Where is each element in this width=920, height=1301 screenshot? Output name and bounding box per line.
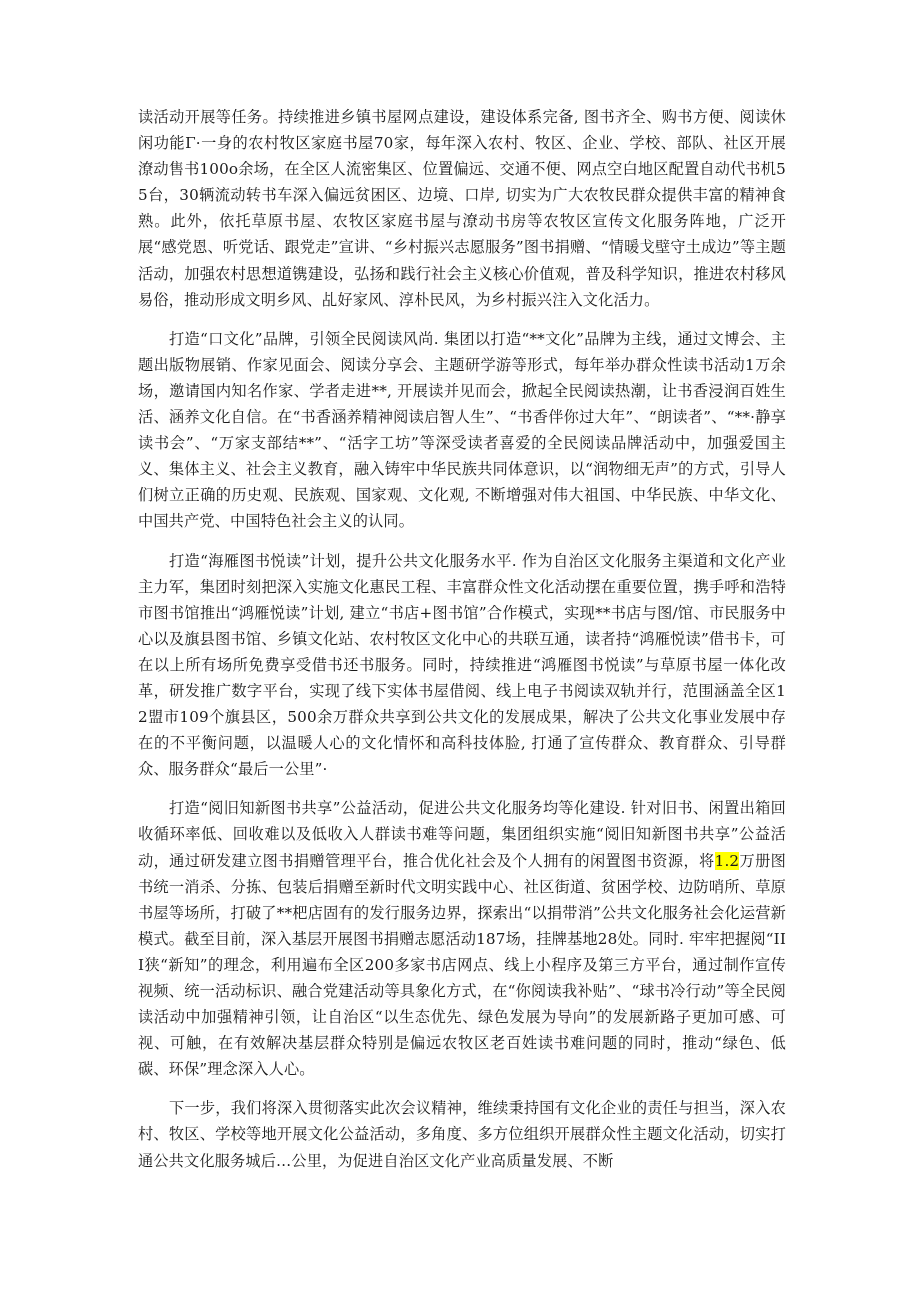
paragraph-hongyan-reading: 打造“海雁图书悦读”计划，提升公共文化服务水平. 作为自治区文化服务主渠道和文化产业主力军，集团时刻把深入实施文化惠民工程、丰富群众性文化活动摆在重要位置，携手呼和浩特市图书馆推出“鸿雁悦读”计划, 建立“书店+图书馆”合作模式，实现**书店与图/馆、市民服务中心以及旗县图书馆、乡镇文化站、农村牧区文化中心的共联互通，读者持“鸿雁悦读”借书卡，可在以上所有场所免费享受借书还书服务。同时，持续推进“鸿雁图书悦读”与草原书屋一体化改革，研发推广数字平台，实现了线下实体书屋借阅、线上电子书阅读双轨并行，范围涵盖全区12盟市109个旗县区，500余万群众共享到公共文化的发展成果，解决了公共文化事业发展中存在的不平衡问题，以温暖人心的文化情怀和高科技体脸, 打通了宣传群众、教育群众、引导群众、服务群众“最后一公里”· <box>138 551 786 779</box>
book-sharing-text-end: 万册图书统一消杀、分拣、包装后捐赠至新时代文明实践中心、社区街道、贫困学校、边防哨所、草原书屋等场所，打破了**杷店固有的发行服务边界，探索出“以捐带消”公共文化服务社会化运营新模式。截至目前，深入基层开展图书捐赠志愿活动187场，挂牌基地28处。同时. 牢牢把握阅“III狭“新知”的理念，利用遍布全区200多家书店网点、线上小程序及第三方平台，通过制作宣传视频、统一活动标识、融合党建活动等具象化方式，在“你阅读我补贴”、“球书冷行动”等全民阅读活动中加强精神引领，让自治区“以生态优先、绿色发展为导向”的发展新路子更加可感、可视、可触，在有效解决基层群众特别是偏远农牧区老百姓读书难问题的同时，推动“绿色、低碳、环保”理念深入人心。 <box>138 851 786 1079</box>
highlighted-number: 1.2 <box>714 851 740 870</box>
paragraph-rural-bookstores: 读活动开展等任务。持续推进乡镇书屋网点建设，建设体系完备, 图书齐全、购书方便、阅读休闲功能Γ·一身的农村牧区家庭书屋70家，每年深入农村、牧区、企业、学校、部队、社区开展潦动售书100o余场，在全区人流密集区、位置偏远、交通不便、网点空白地区配置自动代书机55台，30辆流动转书车深入偏远贫困区、边境、口岸, 切实为广大农牧民群众提供丰富的精神食熟。此外，依托草原书屋、农牧区家庭书屋与潦动书房等农牧区宣传文化服务阵地，广泛开展“感党恩、听党话、跟党走”宣讲、“乡村振兴志愿服务”图书捐赠、“情暖戈壁守土成边”等主题活动，加强农村思想道镌建设，弘扬和践行社会主义核心价值观，普及科学知识，推进农村移风易俗，推动形成文明乡风、乩好家风、淳朴民风，为乡村振兴注入文化活力。 <box>138 108 786 309</box>
paragraph-next-steps: 下一步，我们将深入贯彻落实此次会议精神，维续秉持国有文化企业的责任与担当，深入农村、牧区、学校等地开展文化公益活动，多角度、多方位组织开展群众性主题文化活动，切实打通公共文化服务城后…公里，为促进自治区文化产业高质量发展、不断 <box>138 1099 786 1170</box>
book-sharing-text-start: 打造“阅旧知新图书共享”公益活动，促进公共文化服务均等化建设. 针对旧书、闲置出箱回收循环率低、回收难以及低收入人群读书难等问题，集团组织实施“阅旧知新图书共享”公益活动，通过研发建立图书捐赠管理平台，推合优化社会及个人拥有的闲置图书资源，将 <box>138 799 786 870</box>
paragraph-book-sharing <box>138 795 786 1082</box>
document-body <box>138 104 786 1174</box>
paragraph-culture-brand: 打造“口文化”品牌，引领全民阅读风尚. 集团以打造“**文化”品牌为主线，通过文博会、主题出版物展销、作家见面会、阅读分享会、主题研学游等形式，每年举办群众性读书活动1万余场，邀请国内知名作家、学者走进**, 开展读并见而会，掀起全民阅读热潮，让书香浸润百姓生活、涵养文化自信。在“书香涵养精神阅读启智人生”、“书香伴你过大年”、“朗读者”、“**·静享读书会”、“万家支部结**”、“活字工坊”等深受读者喜爱的全民阅读品牌活动中，加强爱国主义、集体主义、社会主义教育，融入铸牢中华民族共同体意识，以“润物细无声”的方式，引导人们树立正确的历史观、民族观、国家观、文化观, 不断增强对伟大祖国、中华民族、中华文化、中国共产党、中国特色社会主义的认同。 <box>138 329 786 531</box>
